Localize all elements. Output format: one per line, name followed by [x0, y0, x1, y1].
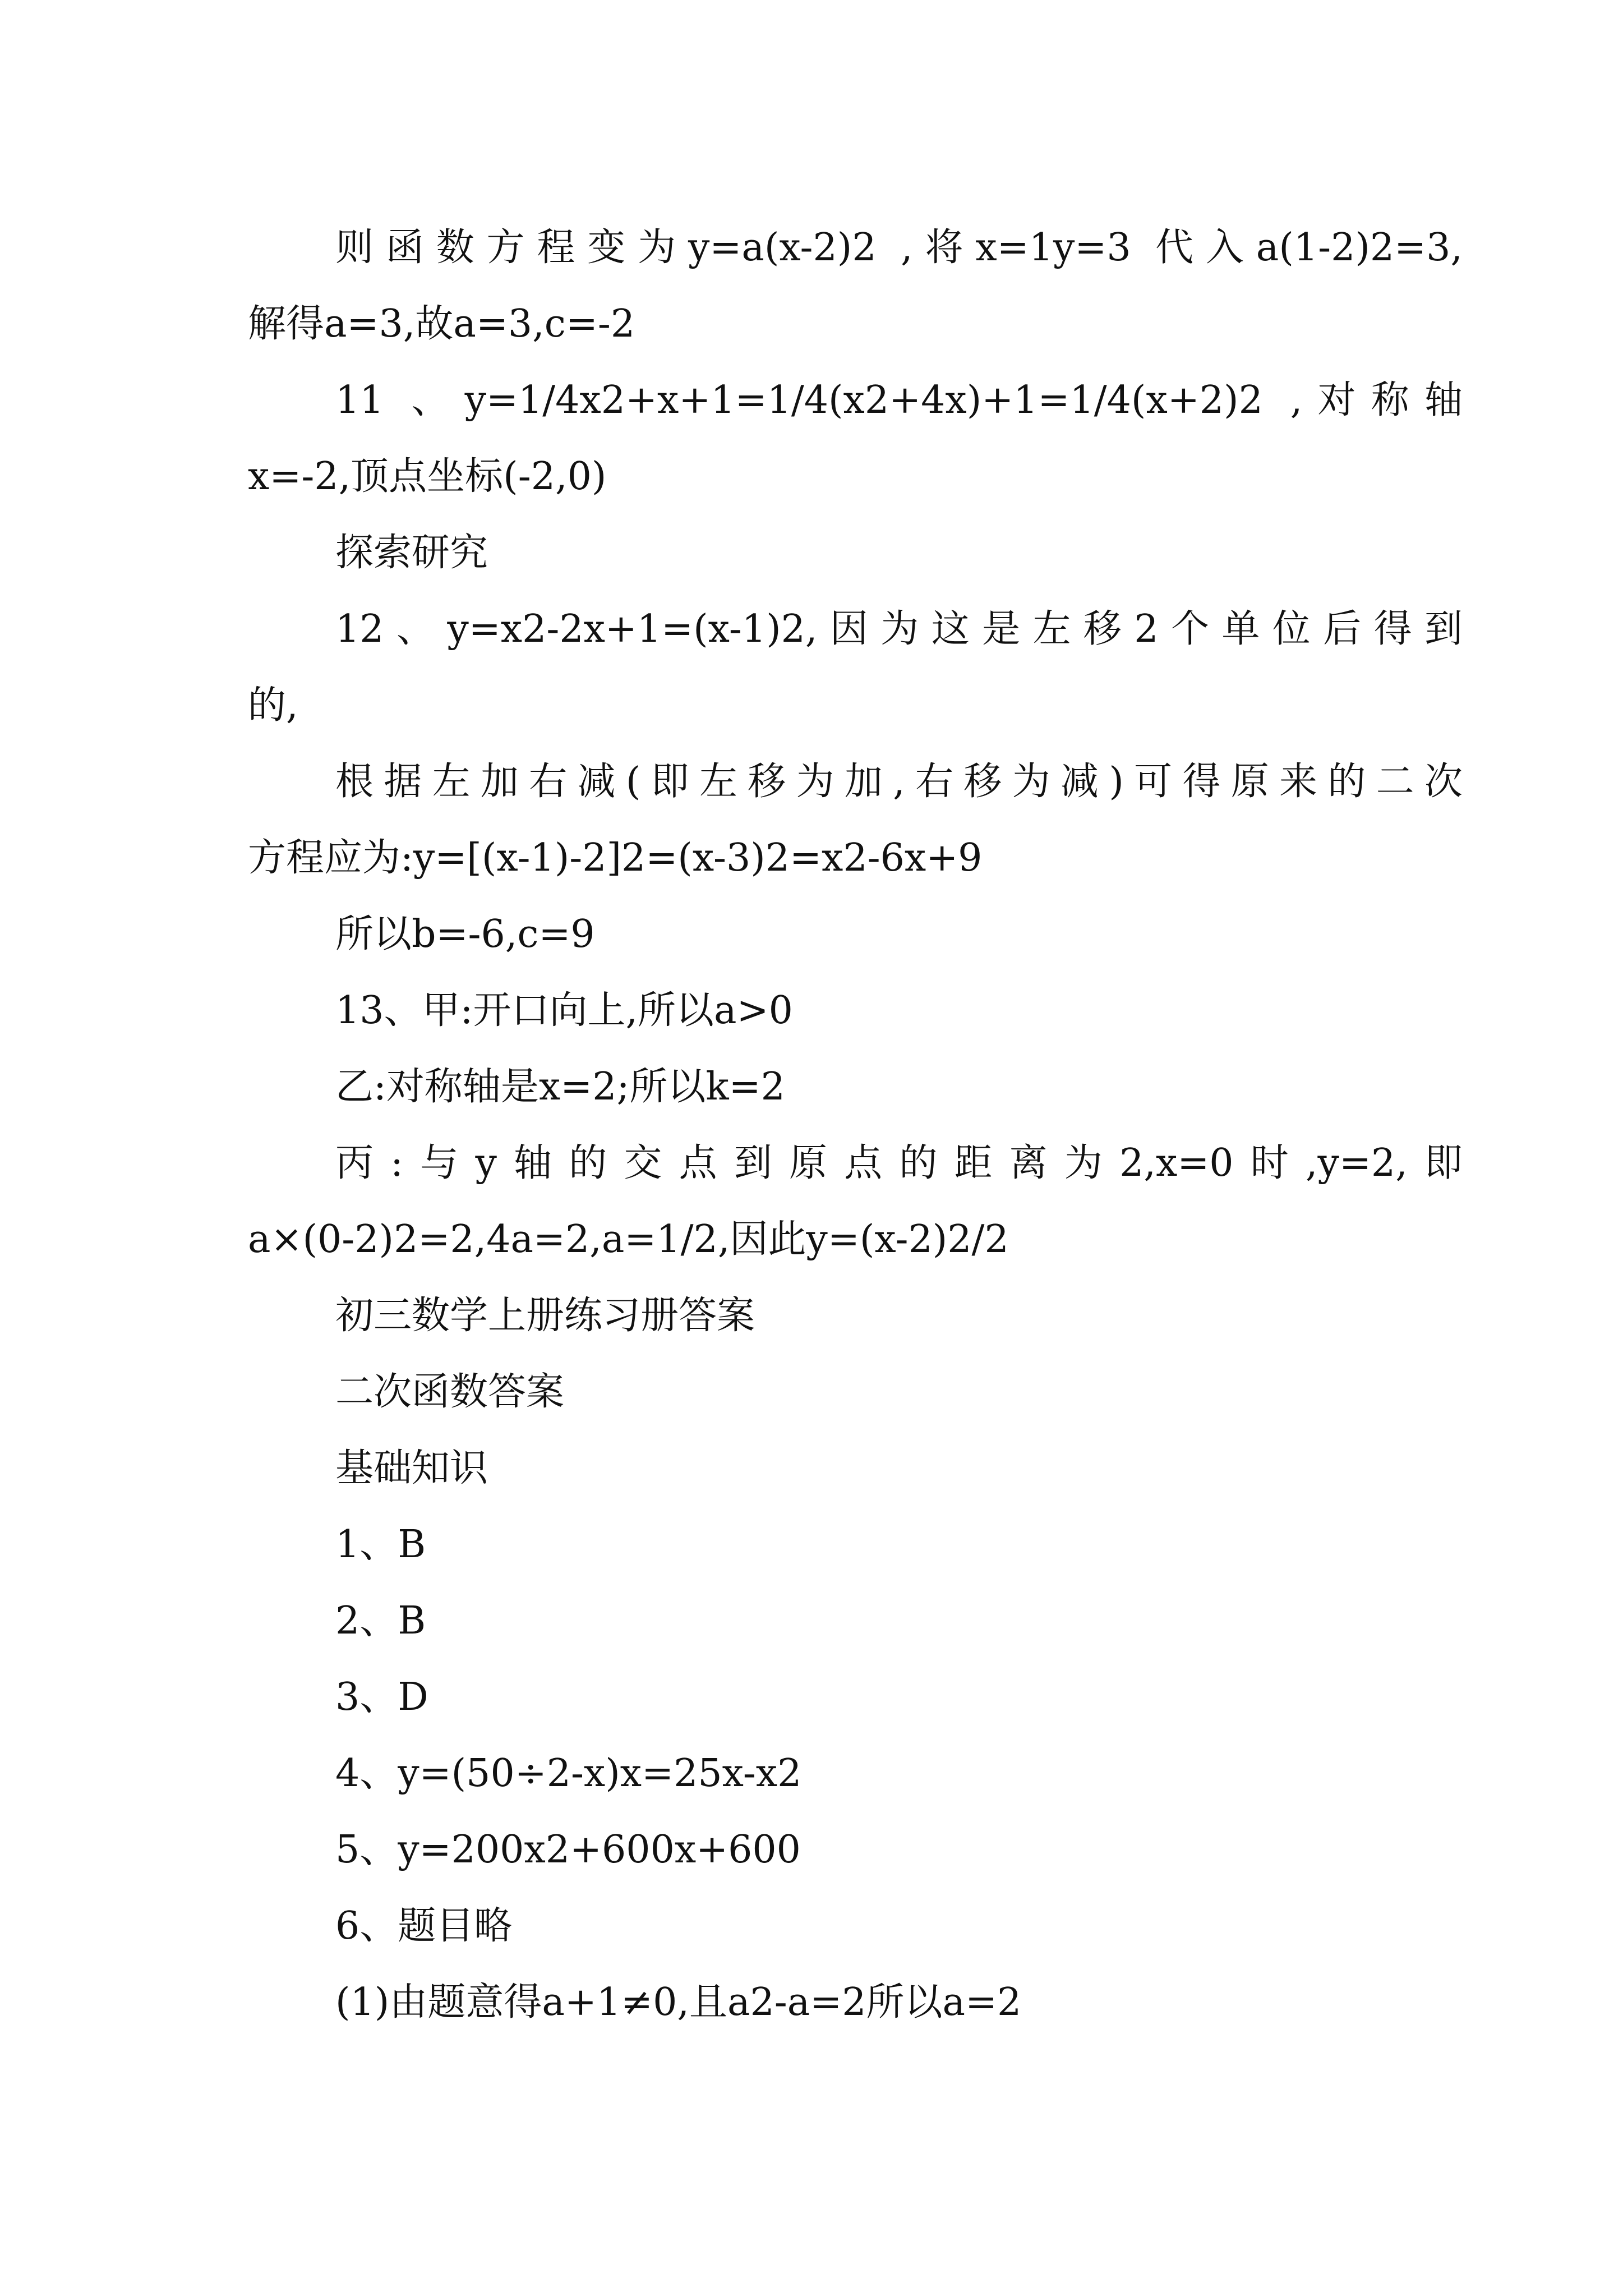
text-line: 丙:与y轴的交点到原点的距离为2,x=0时,y=2,即 [335, 1141, 1463, 1185]
text-line: 乙:对称轴是x=2;所以k=2 [335, 1065, 785, 1109]
answer-item: 1、B [335, 1522, 426, 1567]
answer-item: 4、y=(50÷2-x)x=25x-x2 [335, 1751, 802, 1796]
text-line: 则函数方程变为y=a(x-2)2 ,将x=1y=3 代入a(1-2)2=3, [335, 226, 1463, 270]
text-line: a×(0-2)2=2,4a=2,a=1/2,因此y=(x-2)2/2 [248, 1217, 1009, 1262]
section-heading: 二次函数答案 [335, 1370, 565, 1414]
text-line: 方程应为:y=[(x-1)-2]2=(x-3)2=x2-6x+9 [248, 836, 983, 880]
section-heading: 基础知识 [335, 1446, 488, 1490]
text-line: 13、甲:开口向上,所以a>0 [335, 988, 793, 1033]
answer-item: 3、D [335, 1675, 428, 1719]
text-line: x=-2,顶点坐标(-2,0) [248, 454, 607, 499]
text-line: 的, [248, 683, 298, 728]
text-line: 所以b=-6,c=9 [335, 912, 595, 956]
answer-item: (1)由题意得a+1≠0,且a2-a=2所以a=2 [335, 1980, 1022, 2024]
text-line: 11 、y=1/4x2+x+1=1/4(x2+4x)+1=1/4(x+2)2 ,对称轴 [335, 378, 1463, 422]
section-heading: 初三数学上册练习册答案 [335, 1294, 755, 1338]
answer-item: 5、y=200x2+600x+600 [335, 1828, 801, 1872]
text-line: 12、y=x2-2x+1=(x-1)2,因为这是左移2个单位后得到 [335, 607, 1463, 651]
answer-item: 6、题目略 [335, 1904, 513, 1948]
text-line: 解得a=3,故a=3,c=-2 [248, 302, 635, 346]
answer-item: 2、B [335, 1599, 426, 1643]
text-line: 根据左加右减(即左移为加,右移为减)可得原来的二次 [335, 760, 1463, 804]
section-heading: 探索研究 [335, 531, 488, 575]
